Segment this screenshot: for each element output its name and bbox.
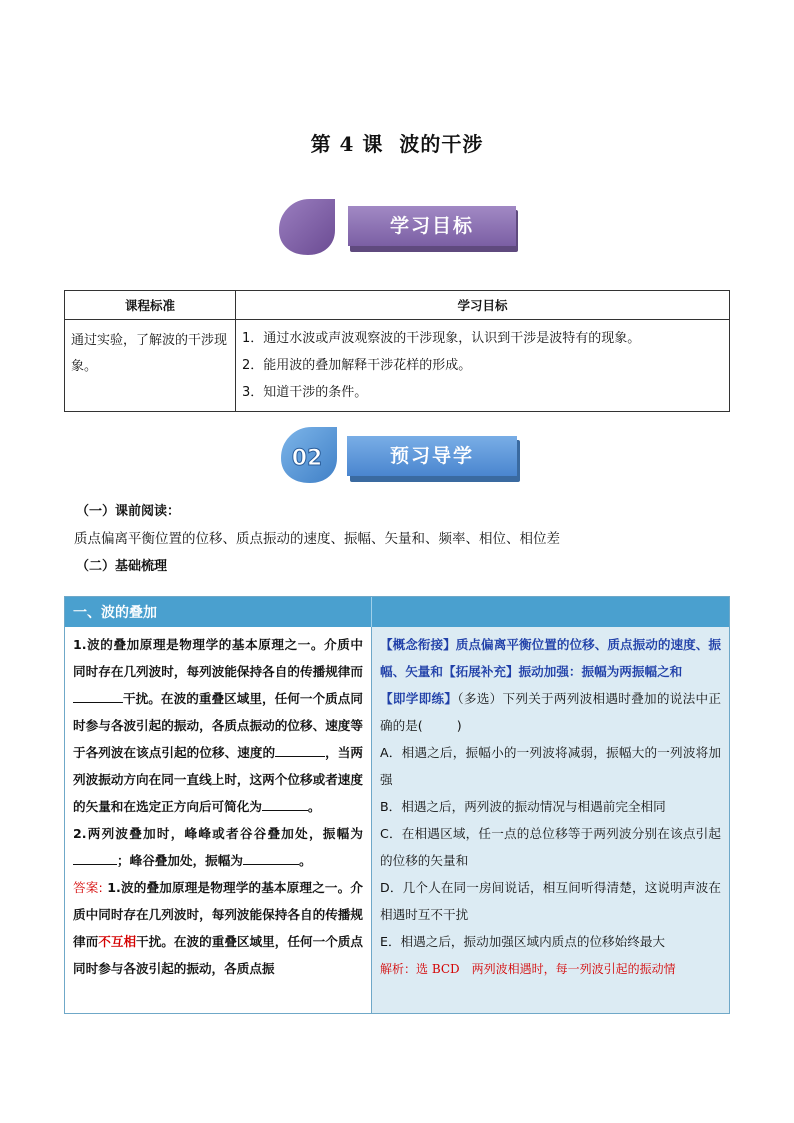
answer-label: 答案: xyxy=(73,880,103,895)
lesson-topic: 波的干涉 xyxy=(399,132,484,156)
paragraph-1-cont: ，当两列波振动方向在同一直线上时，这两个位移或者速度的矢量和在选定正方向后可简化为 xyxy=(73,745,364,814)
expand-text: 振动加强：振幅为两振幅之和 xyxy=(518,664,683,679)
punctuation: 。 xyxy=(307,799,321,814)
col-standard-header: 课程标准 xyxy=(65,291,236,320)
answer-highlight: 不互相 xyxy=(98,934,137,949)
section-left-column xyxy=(65,627,372,1013)
option-a: A．相遇之后，振幅小的一列波将减弱，振幅大的一列波将加强 xyxy=(380,745,721,787)
leaf-badge-icon xyxy=(270,196,340,258)
paragraph-2: 2.两列波叠加时，峰峰或者谷谷叠加处，振幅为 xyxy=(73,826,363,841)
paragraph-1-cont: 干扰。在波的重叠区域里，任何一个质点同时参与各波引起的振动，各质点振动的位移、速度等于各列波在该点引起的位移、速度的 xyxy=(73,691,363,760)
banner-label: 学习目标 xyxy=(348,206,516,246)
col-goals-header: 学习目标 xyxy=(236,291,730,320)
fill-blank[interactable] xyxy=(243,864,299,865)
concept-text: 质点偏离平衡位置的位移、质点振动的速度、振幅、矢量和 xyxy=(380,637,722,679)
fill-blank[interactable] xyxy=(73,702,123,703)
analysis-text: 解析：选 BCD 两列波相遇时，每一列波引起的振动情 xyxy=(380,962,676,976)
section-right-column xyxy=(372,627,729,1013)
page-title xyxy=(0,128,794,157)
concept-tag: 【概念衔接】 xyxy=(380,637,456,652)
pre-reading-heading: （一）课前阅读： xyxy=(76,504,181,519)
section-header xyxy=(65,597,729,627)
standard-cell: 通过实验，了解波的干涉现象。 xyxy=(65,320,236,412)
goal-item: 3．知道干涉的条件。 xyxy=(242,385,368,400)
practice-tag: 【即学即练】 xyxy=(380,691,458,706)
option-e: E．相遇之后，振动加强区域内质点的位移始终最大 xyxy=(380,934,666,949)
section-wave-superposition xyxy=(64,596,730,1014)
answer-text: 1.波的叠加原理是物理学的基本原理之一。介质中同时存在几列波时，每列波能保持各自的传播规律而 xyxy=(73,880,364,949)
goal-item: 2．能用波的叠加解释干涉花样的形成。 xyxy=(242,358,472,373)
section-title: 一、波的叠加 xyxy=(73,605,157,621)
basics-heading: （二）基础梳理 xyxy=(76,559,168,574)
option-c: C．在相遇区域，任一点的总位移等于两列波分别在该点引起的位移的矢量和 xyxy=(380,826,721,868)
leaf-badge-icon xyxy=(272,424,342,486)
fill-blank[interactable] xyxy=(262,810,308,811)
option-d: D．几个人在同一房间说话，相互间听得清楚，这说明声波在相遇时互不干扰 xyxy=(380,880,721,922)
answer-text-cont: 干扰。在波的重叠区域里，任何一个质点同时参与各波引起的振动，各质点振 xyxy=(73,934,363,976)
pre-reading-text: 质点偏离平衡位置的位移、质点振动的速度、振幅、矢量和、频率、相位、相位差 xyxy=(74,531,560,547)
lesson-number: 第 4 课 xyxy=(310,132,384,156)
paragraph-1: 1.波的叠加原理是物理学的基本原理之一。介质中同时存在几列波时，每列波能保持各自的传播规律而 xyxy=(73,637,363,679)
badge-number: 02 xyxy=(291,446,323,471)
punctuation: 。 xyxy=(298,853,312,868)
goal-item: 1．通过水波或声波观察波的干涉现象，认识到干涉是波特有的现象。 xyxy=(242,331,641,346)
option-b: B．相遇之后，两列波的振动情况与相遇前完全相同 xyxy=(380,799,666,814)
practice-question: （多选）下列关于两列波相遇时叠加的说法中正确的是( xyxy=(380,691,722,733)
objectives-table xyxy=(64,290,730,412)
fill-blank[interactable] xyxy=(275,756,325,757)
fill-blank[interactable] xyxy=(73,864,117,865)
punctuation: ) xyxy=(456,718,462,733)
expand-tag: 【拓展补充】 xyxy=(442,664,519,679)
banner-label: 预习导学 xyxy=(347,436,517,476)
paragraph-2-cont: ；峰谷叠加处，振幅为 xyxy=(117,853,243,868)
goals-cell xyxy=(236,320,730,412)
